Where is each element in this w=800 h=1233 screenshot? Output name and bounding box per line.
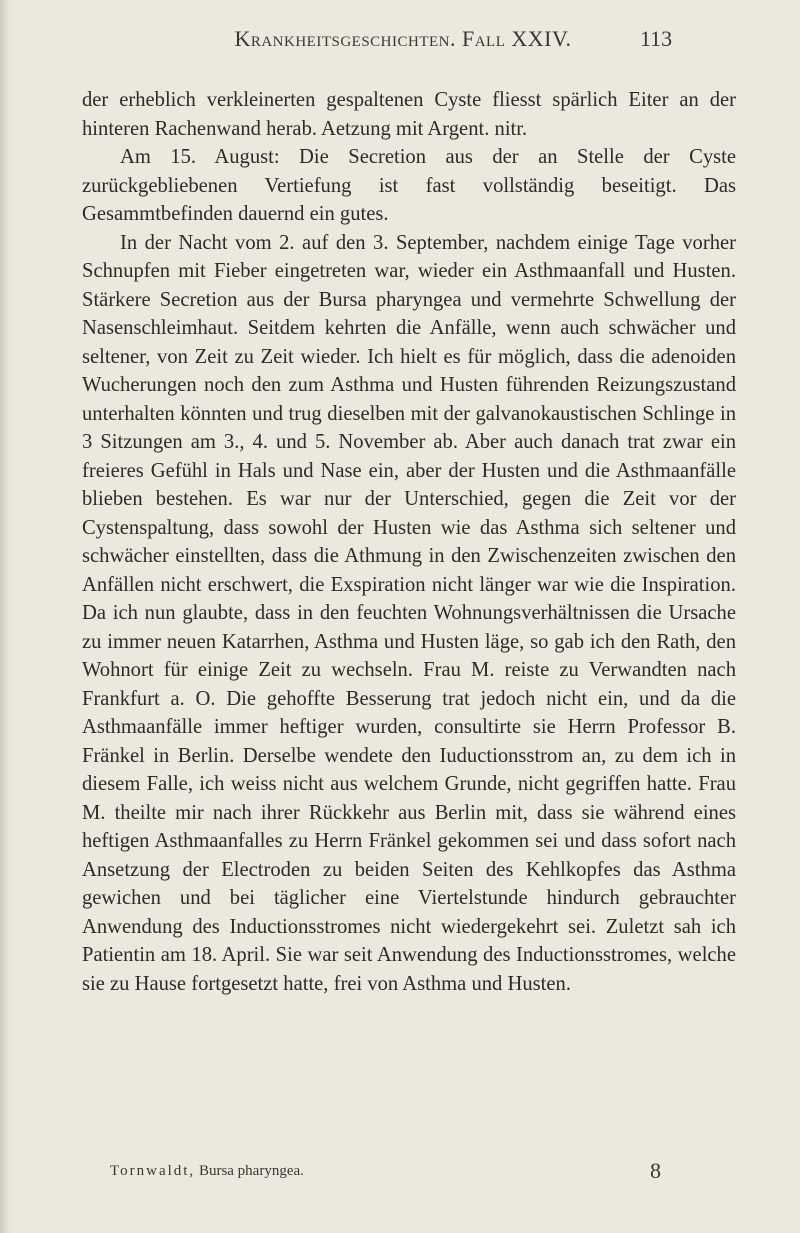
- binding-shadow: [0, 0, 14, 1233]
- paragraph-august: Am 15. August: Die Secretion aus der an Stelle der Cyste zurückgebliebenen Vertiefung ist fast vollständig beseitigt. Das Gesammtbefinden dauernd ein gutes.: [82, 146, 736, 225]
- running-header: Krankheitsgeschichten. Fall XXIV.: [234, 26, 572, 51]
- body-text: [82, 86, 736, 998]
- signature-mark: 8: [650, 1158, 661, 1183]
- footer-title: Bursa pharyngea.: [198, 1163, 304, 1179]
- page-number: 113: [640, 26, 673, 51]
- footer-book-reference: [110, 1163, 304, 1180]
- paragraph-continuation: der erheblich verkleinerten gespaltenen Cyste fliesst spärlich Eiter an der hinteren Rachenwand herab. Aetzung mit Argent. nitr.: [82, 89, 736, 140]
- footer-author: Tornwaldt,: [110, 1163, 196, 1179]
- paragraph-september: In der Nacht vom 2. auf den 3. September, nachdem einige Tage vorher Schnupfen mit Fieber eingetreten war, wieder ein Asthmaanfall und Husten. Stärkere Secretion aus der Bursa pharyngea und vermehrte Schwellung der Nasenschleimhaut. Seitdem kehrten die Anfälle, wenn auch schwächer und seltener, von Zeit zu Zeit wieder. Ich hielt es für möglich, dass die adenoiden Wucherungen noch den zum Asthma und Husten führenden Reizungszustand unterhalten könnten und trug dieselben mit der galvanokaustischen Schlinge in 3 Sitzungen am 3., 4. und 5. November ab. Aber auch danach trat zwar ein freieres Gefühl in Hals und Nase ein, aber der Husten und die Asthmaanfälle blieben bestehen. Es war nur der Unterschied, gegen die Zeit vor der Cystenspaltung, dass sowohl der Husten wie das Asthma sich seltener und schwächer einstellten, dass die Athmung in den Zwischenzeiten zwischen den Anfällen nicht erschwert, die Exspiration nicht länger war wie die Inspiration. Da ich nun glaubte, dass in den feuchten Wohnungsverhältnissen die Ursache zu immer neuen Katarrhen, Asthma und Husten läge, so gab ich den Rath, den Wohnort für einige Zeit zu wechseln. Frau M. reiste zu Verwandten nach Frankfurt a. O. Die gehoffte Besserung trat jedoch nicht ein, und da die Asthmaanfälle immer heftiger wurden, consultirte sie Herrn Professor B. Fränkel in Berlin. Derselbe wendete den Iuductionsstrom an, zu dem ich in diesem Falle, ich weiss nicht aus welchem Grunde, nicht gegriffen hatte. Frau M. theilte mir nach ihrer Rückkehr aus Berlin mit, dass sie während eines heftigen Asthmaanfalles zu Herrn Fränkel gekommen sei und dass sofort nach Ansetzung der Electroden zu beiden Seiten des Kehlkopfes das Asthma gewichen und bei täglicher eine Viertelstunde hindurch gebrauchter Anwendung des Inductionsstromes nicht wiedergekehrt sei. Zuletzt sah ich Patientin am 18. April. Sie war seit Anwendung des Inductionsstromes, welche sie zu Hause fortgesetzt hatte, frei von Asthma und Husten.: [82, 231, 736, 995]
